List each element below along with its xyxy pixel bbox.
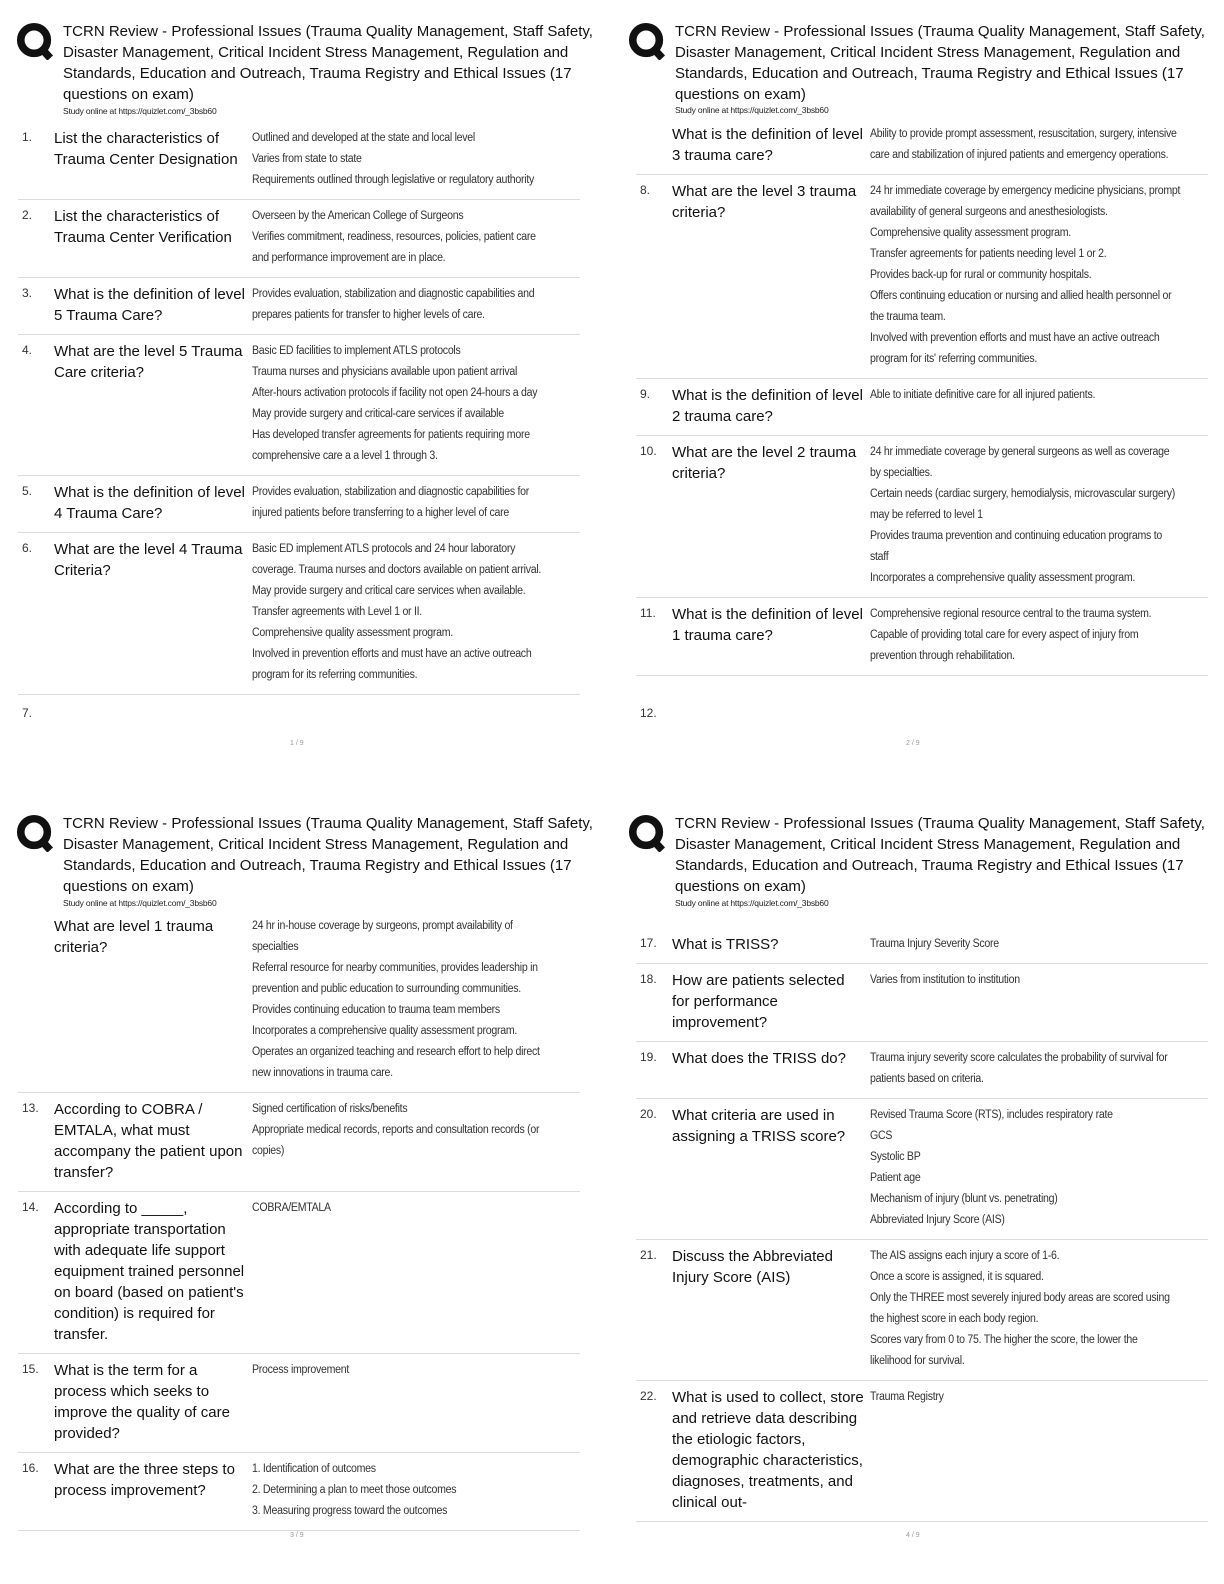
answer-line: Referral resource for nearby communities, provides leadership in prevention and public education to surrounding communities. [252,962,538,995]
answer-text [870,442,1181,589]
qa-row [18,1192,580,1354]
answer-line: Able to initiate definitive care for all injured patients. [870,389,1096,401]
quizlet-logo-icon [628,814,666,852]
answer-line: Ability to provide prompt assessment, resuscitation, surgery, intensive care and stabilization of injured patients and emergency operations. [870,128,1177,161]
answer-line: Provides back-up for rural or community hospitals. [870,269,1092,281]
question-number: 1. [22,130,33,144]
page-title: TCRN Review - Professional Issues (Trauma Quality Management, Staff Safety, Disaster Management, Critical Incident Stress Management, Regulation and Standards, Education and Outreach, Trauma Registry and Ethical Issues (17 questions on exam) [675,815,1205,895]
answer-line: Has developed transfer agreements for patients requiring more comprehensive care a a level 1 through 3. [252,429,530,462]
question-text: What are the level 2 trauma criteria? [672,444,857,482]
page-2 [612,0,1224,792]
answer-line: Only the THREE most severely injured body areas are scored using the highest score in each body region. [870,1292,1170,1325]
answer-line: Offers continuing education or nursing and allied health personnel or the trauma team. [870,290,1172,323]
question-text: What is the definition of level 5 Trauma Care? [54,286,245,324]
answer-text [870,385,1181,427]
question-text: What are the level 3 trauma criteria? [672,183,857,221]
answer-line: 3. Measuring progress toward the outcomes [252,1505,448,1517]
answer-text [252,206,554,269]
question-text: What are the level 5 Trauma Care criteria? [54,343,243,381]
answer-text [252,1099,554,1183]
qa-row [636,118,1208,175]
answer-text [870,970,1181,1033]
answer-line: Scores vary from 0 to 75. The higher the score, the lower the likelihood for survival. [870,1334,1138,1367]
answer-text [252,1198,554,1345]
study-online-link[interactable]: Study online at https://quizlet.com/_3bsb60 [63,898,217,908]
question-text: What criteria are used in assigning a TRISS score? [672,1107,846,1145]
question-number: 5. [22,484,33,498]
page-number: 3 / 9 [290,1532,304,1539]
qa-list [636,928,1208,1522]
question-number: 4. [22,343,33,357]
qa-row [18,1453,580,1531]
question-number [18,916,54,1084]
answer-line: Verifies commitment, readiness, resources, policies, patient care and performance improvement are in place. [252,231,536,264]
page-number: 2 / 9 [906,740,920,747]
answer-line: Overseen by the American College of Surgeons [252,210,464,222]
answer-text [870,181,1181,370]
page-number: 1 / 9 [290,740,304,747]
answer-text [870,604,1181,667]
answer-line: Trauma Injury Severity Score [870,938,999,950]
question-number: 11. [640,606,656,620]
qa-row [636,964,1208,1042]
answer-line: COBRA/EMTALA [252,1202,331,1214]
answer-text [870,1246,1181,1372]
qa-row [636,436,1208,598]
answer-line: Comprehensive regional resource central to the trauma system. [870,608,1152,620]
qa-row [18,200,580,278]
qa-row [636,1381,1208,1522]
answer-line: Involved with prevention efforts and must have an active outreach program for its' referring communities. [870,332,1160,365]
qa-row [636,175,1208,379]
quizlet-logo-icon [628,22,666,60]
question-text: What are the three steps to process improvement? [54,1461,235,1499]
question-number: 13. [22,1101,39,1115]
study-online-link[interactable]: Study online at https://quizlet.com/_3bsb60 [675,105,829,115]
answer-line: Capable of providing total care for every aspect of injury from prevention through rehabilitation. [870,629,1139,662]
answer-line: Abbreviated Injury Score (AIS) [870,1214,1005,1226]
answer-line: Transfer agreements for patients needing level 1 or 2. [870,248,1107,260]
answer-text [252,1360,554,1444]
question-text: What is TRISS? [672,936,779,953]
qa-row [18,533,580,695]
study-online-link[interactable]: Study online at https://quizlet.com/_3bsb60 [675,898,829,908]
quizlet-logo-icon [16,22,54,60]
answer-text [252,284,554,326]
answer-line: Operates an organized teaching and research effort to help direct new innovations in trauma care. [252,1046,540,1079]
answer-text [252,341,554,467]
answer-line: Varies from state to state [252,153,362,165]
qa-row [636,1240,1208,1381]
answer-text [252,482,554,524]
answer-text [870,934,1181,955]
answer-text [252,128,554,191]
question-text: How are patients selected for performance improvement? [672,972,845,1031]
question-text: What are the level 4 Trauma Criteria? [54,541,243,579]
question-number: 21. [640,1248,657,1262]
answer-line: 24 hr immediate coverage by emergency medicine physicians, prompt availability of general surgeons and anesthesiologists. [870,185,1181,218]
answer-line: Provides trauma prevention and continuing education programs to staff [870,530,1162,563]
answer-text [252,916,554,1084]
page-4 [612,792,1224,1584]
answer-text [252,539,554,686]
answer-line: 24 hr in-house coverage by surgeons, prompt availability of specialties [252,920,513,953]
answer-line: GCS [870,1130,893,1142]
answer-line: Requirements outlined through legislative or regulatory authority [252,174,535,186]
qa-row [636,379,1208,436]
question-number: 20. [640,1107,657,1121]
qa-row [18,335,580,476]
qa-row [18,278,580,335]
question-number: 16. [22,1461,39,1475]
answer-line: Comprehensive quality assessment program. [252,627,453,639]
question-text: What does the TRISS do? [672,1050,846,1067]
question-number: 6. [22,541,33,555]
trailing-number: 12. [640,706,657,720]
answer-text [870,1105,1181,1231]
question-number: 18. [640,972,657,986]
answer-line: The AIS assigns each injury a score of 1-6. [870,1250,1060,1262]
study-online-link[interactable]: Study online at https://quizlet.com/_3bsb60 [63,106,217,116]
question-number: 15. [22,1362,39,1376]
answer-line: Provides evaluation, stabilization and diagnostic capabilities and prepares patients for transfer to higher levels of care. [252,288,535,321]
question-text: According to _____, appropriate transportation with adequate life support equipment trained personnel on board (based on patient's condition) is required for transfer. [54,1200,245,1343]
question-text: List the characteristics of Trauma Center Designation [54,130,238,168]
qa-row [18,476,580,533]
answer-line: Outlined and developed at the state and local level [252,132,475,144]
answer-line: Basic ED facilities to implement ATLS protocols [252,345,461,357]
answer-line: Varies from institution to institution [870,974,1020,986]
answer-line: Mechanism of injury (blunt vs. penetrating) [870,1193,1058,1205]
answer-line: Trauma Registry [870,1391,944,1403]
qa-row [636,598,1208,676]
question-number: 3. [22,286,33,300]
answer-line: Systolic BP [870,1151,921,1163]
page-number: 4 / 9 [906,1532,920,1539]
answer-line: Incorporates a comprehensive quality assessment program. [252,1025,518,1037]
question-text: What is the definition of level 4 Trauma Care? [54,484,245,522]
answer-line: Trauma nurses and physicians available upon patient arrival [252,366,518,378]
answer-line: May provide surgery and critical-care services if available [252,408,504,420]
question-number: 8. [640,183,651,197]
question-number: 22. [640,1389,657,1403]
qa-row [636,1042,1208,1099]
question-number: 2. [22,208,33,222]
qa-row [18,1354,580,1453]
question-number: 9. [640,387,651,401]
qa-row [18,910,580,1093]
qa-list [636,118,1208,676]
answer-line: Once a score is assigned, it is squared. [870,1271,1044,1283]
question-text: What is used to collect, store and retrieve data describing the etiologic factors, demographic characteristics, diagnoses, treatments, and clinical out- [672,1389,864,1511]
trailing-number: 7. [22,706,33,720]
answer-line: Comprehensive quality assessment program. [870,227,1071,239]
answer-line: May provide surgery and critical care services when available. [252,585,526,597]
question-text: According to COBRA / EMTALA, what must accompany the patient upon transfer? [54,1101,243,1181]
page-3 [0,792,612,1584]
question-text: What is the definition of level 1 trauma care? [672,606,863,644]
qa-list [18,910,580,1531]
question-text: What is the definition of level 3 trauma care? [672,126,863,164]
question-number: 10. [640,444,657,458]
question-number [636,124,672,166]
qa-row [636,928,1208,964]
answer-line: Provides continuing education to trauma team members [252,1004,500,1016]
question-number: 19. [640,1050,657,1064]
answer-text [870,124,1181,166]
page-1 [0,0,612,792]
answer-line: Trauma injury severity score calculates the probability of survival for patients based on criteria. [870,1052,1168,1085]
question-number: 17. [640,936,657,950]
answer-line: Revised Trauma Score (RTS), includes respiratory rate [870,1109,1113,1121]
answer-line: 2. Determining a plan to meet those outcomes [252,1484,457,1496]
page-title: TCRN Review - Professional Issues (Trauma Quality Management, Staff Safety, Disaster Management, Critical Incident Stress Management, Regulation and Standards, Education and Outreach, Trauma Registry and Ethical Issues (17 questions on exam) [675,23,1205,103]
answer-line: Process improvement [252,1364,350,1376]
qa-row [18,1093,580,1192]
page-title: TCRN Review - Professional Issues (Trauma Quality Management, Staff Safety, Disaster Management, Critical Incident Stress Management, Regulation and Standards, Education and Outreach, Trauma Registry and Ethical Issues (17 questions on exam) [63,23,593,103]
quizlet-logo-icon [16,814,54,852]
question-number: 14. [22,1200,39,1214]
answer-text [870,1387,1181,1513]
answer-line: Certain needs (cardiac surgery, hemodialysis, microvascular surgery) may be referred to level 1 [870,488,1176,521]
qa-row [18,122,580,200]
answer-line: Appropriate medical records, reports and consultation records (or copies) [252,1124,540,1157]
answer-line: Involved in prevention efforts and must have an active outreach program for its referring communities. [252,648,532,681]
question-text: What are level 1 trauma criteria? [54,918,214,956]
question-text: What is the term for a process which seeks to improve the quality of care provided? [54,1362,230,1442]
page-title: TCRN Review - Professional Issues (Trauma Quality Management, Staff Safety, Disaster Management, Critical Incident Stress Management, Regulation and Standards, Education and Outreach, Trauma Registry and Ethical Issues (17 questions on exam) [63,815,593,895]
answer-text [252,1459,554,1522]
answer-line: Basic ED implement ATLS protocols and 24 hour laboratory coverage. Trauma nurses and doctors available on patient arrival. [252,543,542,576]
question-text: List the characteristics of Trauma Center Verification [54,208,232,246]
answer-line: 1. Identification of outcomes [252,1463,376,1475]
answer-text [870,1048,1181,1090]
answer-line: Incorporates a comprehensive quality assessment program. [870,572,1136,584]
qa-list [18,122,580,695]
answer-line: Provides evaluation, stabilization and diagnostic capabilities for injured patients before transferring to a higher level of care [252,486,530,519]
answer-line: Transfer agreements with Level 1 or II. [252,606,422,618]
question-text: Discuss the Abbreviated Injury Score (AIS) [672,1248,833,1286]
answer-line: Patient age [870,1172,921,1184]
answer-line: 24 hr immediate coverage by general surgeons as well as coverage by specialties. [870,446,1170,479]
answer-line: Signed certification of risks/benefits [252,1103,408,1115]
qa-row [636,1099,1208,1240]
question-text: What is the definition of level 2 trauma care? [672,387,863,425]
answer-line: After-hours activation protocols if facility not open 24-hours a day [252,387,538,399]
